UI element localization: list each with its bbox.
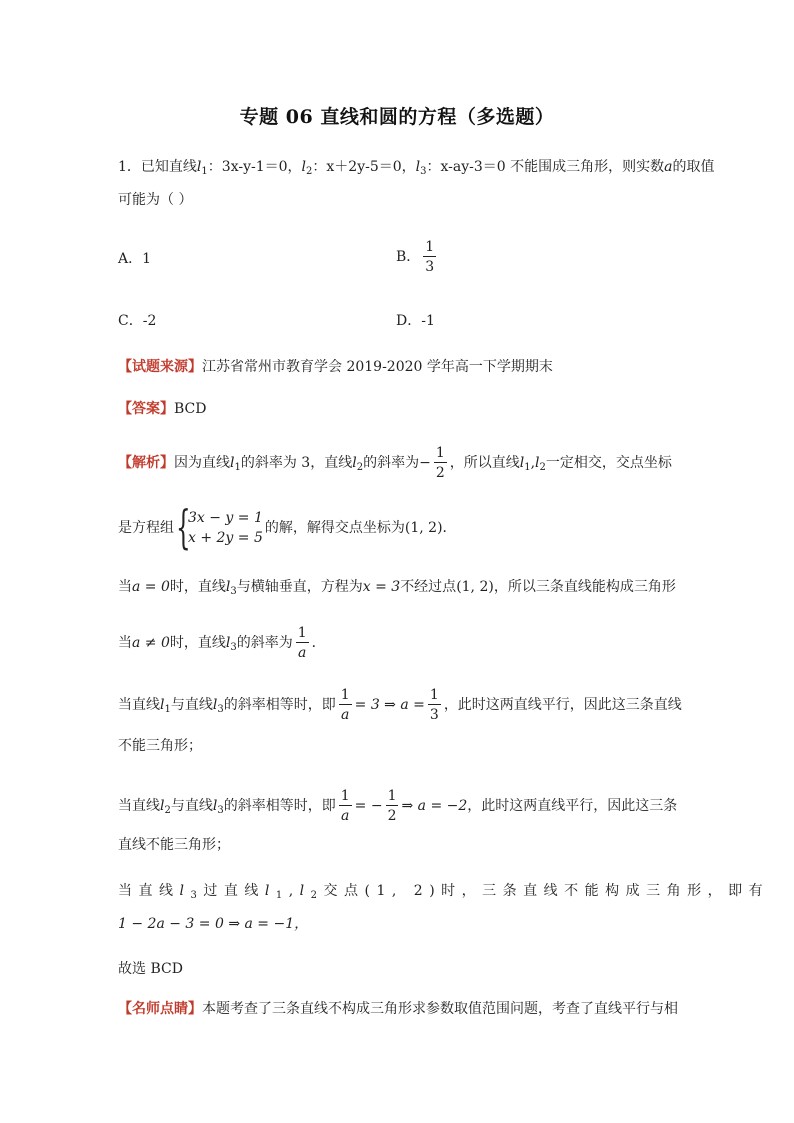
brace-icon: { bbox=[176, 500, 191, 554]
analysis-line8: 直线不能三角形； bbox=[118, 837, 230, 853]
analysis-line3: 当a = 0时，直线$l_3$与横轴垂直，方程为x = 3不经过点(1, 2)，所以三条直线能构成三角形 bbox=[118, 579, 676, 597]
page-title: 专题 06 直线和圆的方程（多选题） bbox=[239, 106, 555, 128]
analysis-line6: 不能三角形； bbox=[118, 738, 202, 754]
analysis-line4: 当a ≠ 0时，直线$l_3$的斜率为 $\frac{1}{a}$ ． bbox=[118, 625, 326, 661]
analysis-line9: 当直线$l_3$过直线$l_1,l_2$交点(1, 2)时，三条直线不能构成三角形，即有 bbox=[118, 883, 770, 901]
option-d: D．-1 bbox=[396, 313, 435, 329]
fraction-1-over-3: $\frac{1}{3}$ bbox=[429, 687, 439, 723]
analysis-line5: 当直线$l_1$与直线$l_3$的斜率相等时，即 $\frac{1}{a}$ = 3 ⇒ a = $\frac{1}{3}$ ，此时这两直线平行，因此这三条直线 bbox=[118, 687, 682, 723]
option-a: A．1 bbox=[118, 251, 152, 267]
slope-fraction: $\frac{1}{2}$ bbox=[435, 445, 445, 481]
option-b: B． $\frac{1}{3}$ bbox=[396, 239, 435, 275]
answer-line: 【答案】BCD bbox=[118, 401, 207, 417]
question-stem-line1: 1．已知直线$l_1$：3x-y-1＝0，$l_2$：x＋2y-5＝0，$l_3$：x-ay-3＝0 不能围成三角形，则实数a的取值 bbox=[118, 159, 715, 177]
analysis-line2: 是方程组 { 3x − y = 1 x + 2y = 5 的解，解得交点坐标为(1, 2)． bbox=[118, 500, 457, 554]
analysis-line11: 故选 BCD bbox=[118, 961, 183, 977]
equation-system: { 3x − y = 1 x + 2y = 5 bbox=[176, 500, 263, 554]
analysis-line1: 【解析】因为直线$l_1$的斜率为 3，直线$l_2$的斜率为− $\frac{1}{2}$ ，所以直线$l_1,l_2$一定相交，交点坐标 bbox=[118, 445, 672, 481]
analysis-line10: 1 − 2a − 3 = 0 ⇒ a = −1， bbox=[118, 916, 309, 932]
fraction-1-over-2: $\frac{1}{2}$ bbox=[387, 788, 397, 824]
option-c: C．-2 bbox=[118, 313, 157, 329]
fraction-1-over-a-2: $\frac{1}{a}$ bbox=[340, 788, 350, 824]
fraction-1-over-a: $\frac{1}{a}$ bbox=[340, 687, 350, 723]
question-stem-line2: 可能为（ ） bbox=[118, 192, 193, 208]
comment-line: 【名师点睛】本题考查了三条直线不构成三角形求参数取值范围问题，考查了直线平行与相 bbox=[118, 1001, 678, 1017]
option-b-fraction: $\frac{1}{3}$ bbox=[425, 239, 435, 275]
source-line: 【试题来源】江苏省常州市教育学会 2019-2020 学年高一下学期期末 bbox=[118, 359, 553, 375]
slope-l3-fraction: $\frac{1}{a}$ bbox=[297, 625, 307, 661]
analysis-line7: 当直线$l_2$与直线$l_3$的斜率相等时，即 $\frac{1}{a}$ = − $\frac{1}{2}$ ⇒ a = −2，此时这两直线平行，因此这三条 bbox=[118, 788, 678, 824]
